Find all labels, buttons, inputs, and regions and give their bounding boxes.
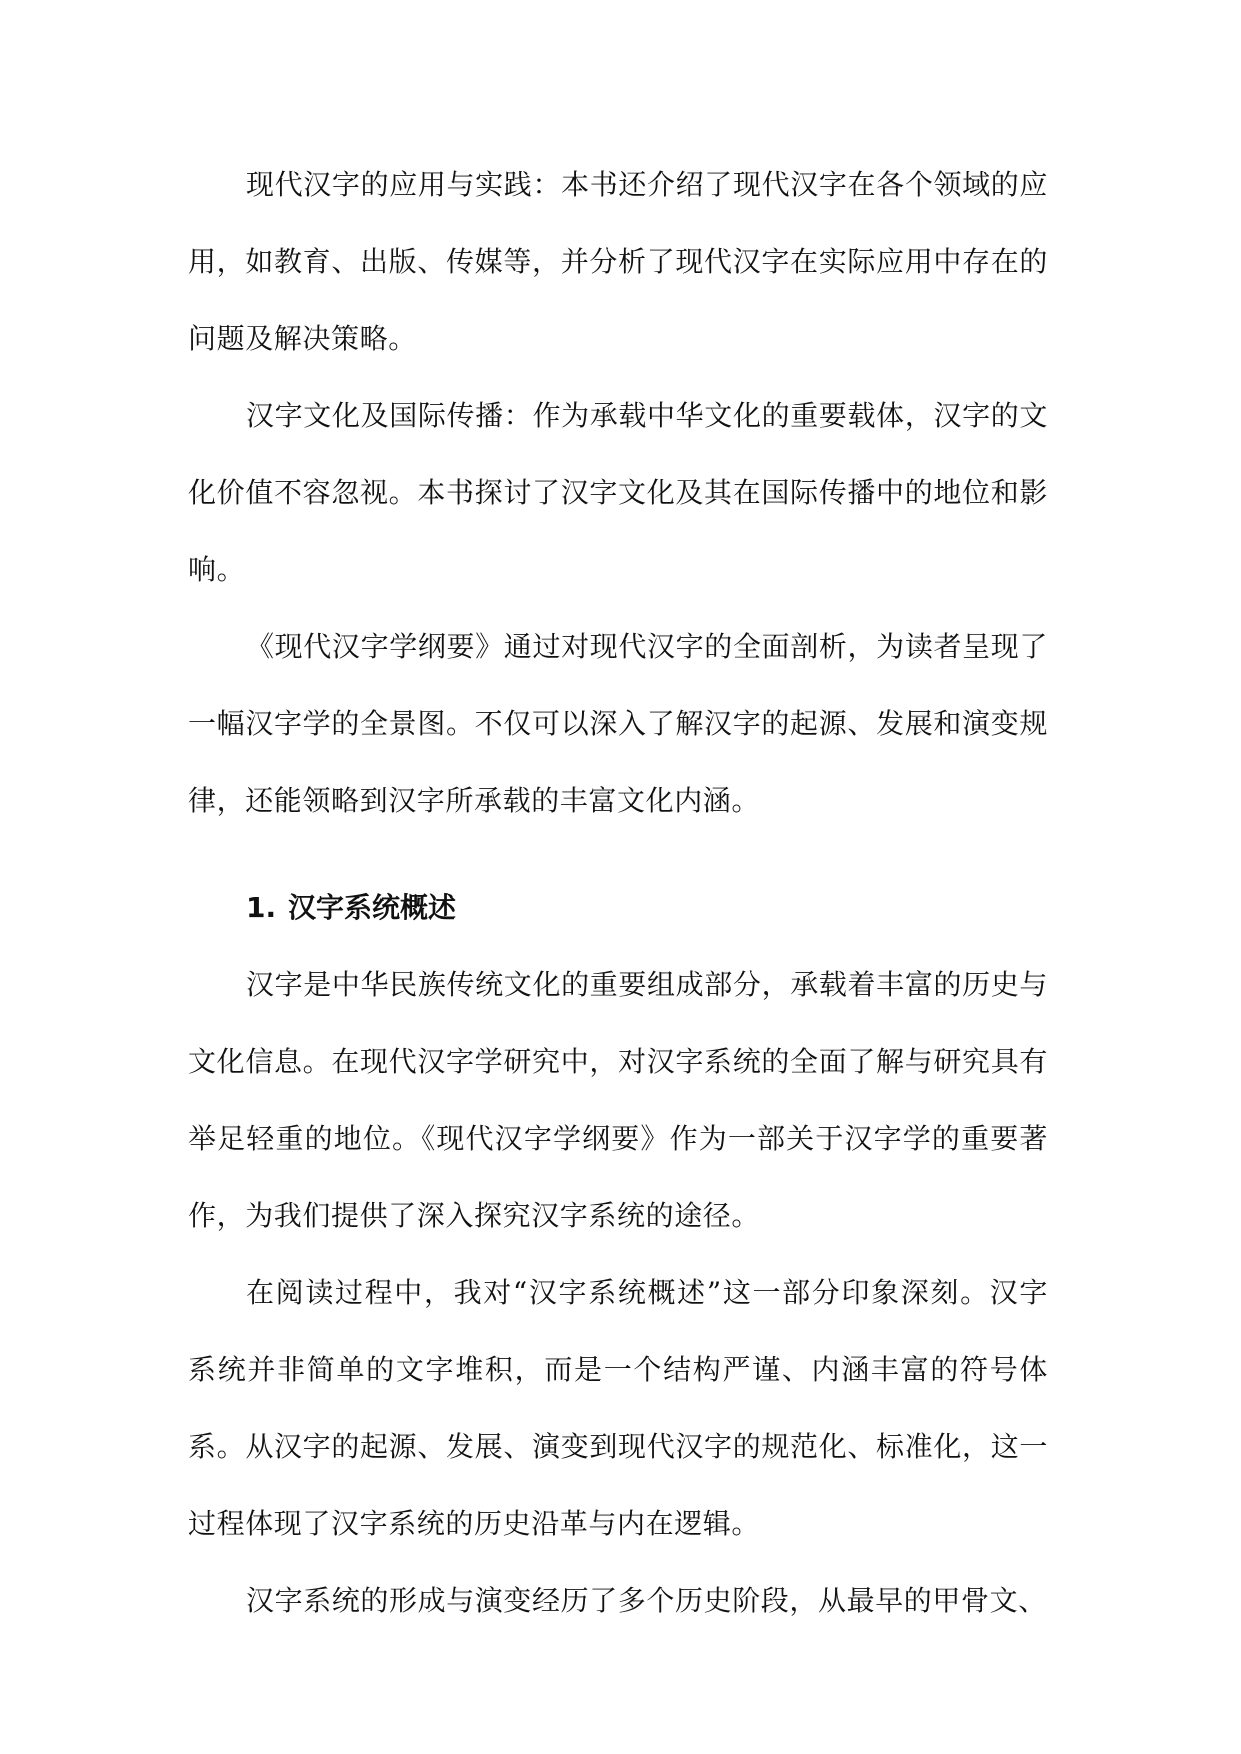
document-body [188,146,1048,1639]
section-title: 汉字系统概述 [288,891,457,924]
paragraph-impression: 在阅读过程中，我对“汉字系统概述”这一部分印象深刻。汉字系统并非简单的文字堆积，而是一个结构严谨、内涵丰富的符号体系。从汉字的起源、发展、演变到现代汉字的规范化、标准化，这一过程体现了汉字系统的历史沿革与内在逻辑。 [188,1276,1048,1540]
section-heading [188,869,1048,946]
paragraph-applications: 现代汉字的应用与实践：本书还介绍了现代汉字在各个领域的应用，如教育、出版、传媒等，并分析了现代汉字在实际应用中存在的问题及解决策略。 [188,168,1048,355]
paragraph-summary: 《现代汉字学纲要》通过对现代汉字的全面剖析，为读者呈现了一幅汉字学的全景图。不仅可以深入了解汉字的起源、发展和演变规律，还能领略到汉字所承载的丰富文化内涵。 [188,630,1048,817]
section-number: 1. [246,891,277,924]
paragraph-intro: 汉字是中华民族传统文化的重要组成部分，承载着丰富的历史与文化信息。在现代汉字学研究中，对汉字系统的全面了解与研究具有举足轻重的地位。《现代汉字学纲要》作为一部关于汉字学的重要著作，为我们提供了深入探究汉字系统的途径。 [188,968,1048,1232]
paragraph-culture: 汉字文化及国际传播：作为承载中华文化的重要载体，汉字的文化价值不容忽视。本书探讨了汉字文化及其在国际传播中的地位和影响。 [188,399,1048,586]
paragraph-evolution: 汉字系统的形成与演变经历了多个历史阶段，从最早的甲骨文、 [246,1584,1047,1617]
